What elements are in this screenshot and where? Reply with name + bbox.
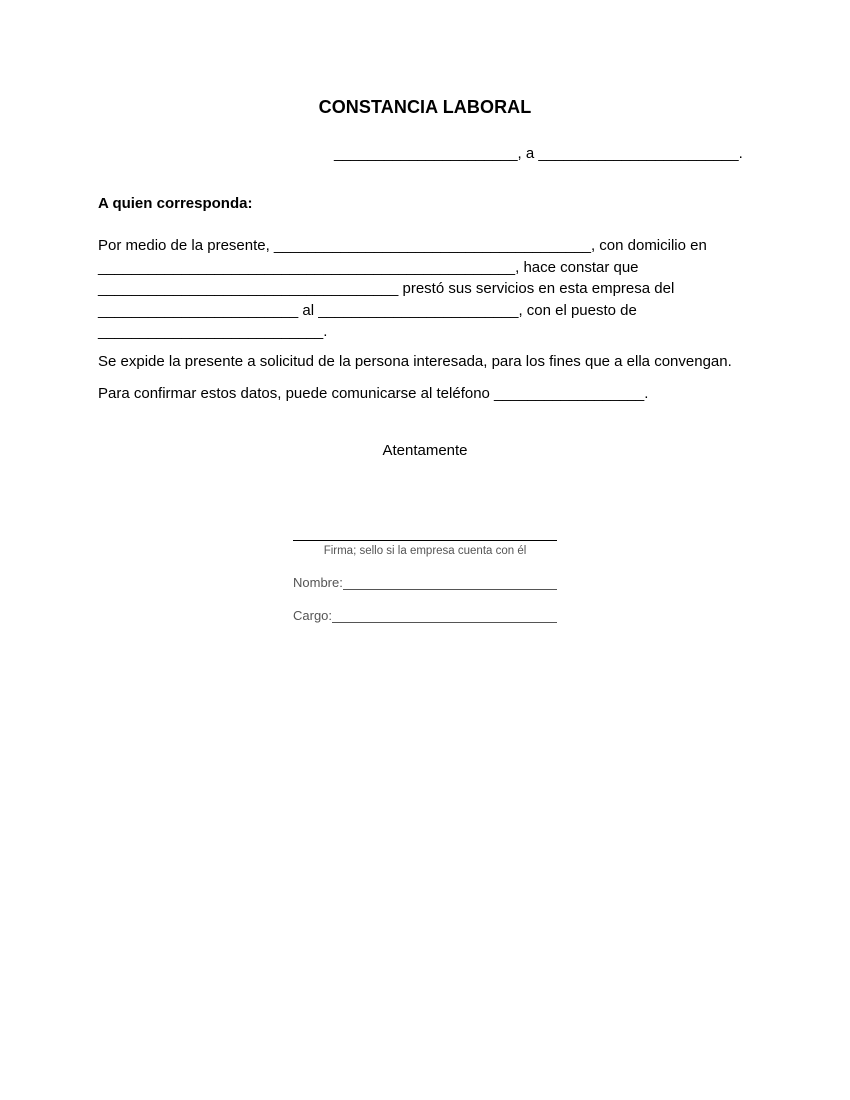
name-field-row (293, 574, 557, 590)
position-label: Cargo: (293, 608, 333, 623)
contact-paragraph: Para confirmar estos datos, puede comunicarse al teléfono __________________. (98, 385, 649, 402)
body-paragraph (98, 235, 758, 343)
body-line: Por medio de la presente, ______________________________________, con domicilio en (98, 237, 707, 254)
name-label: Nombre: (293, 575, 343, 590)
body-line: ________________________ al ________________________, con el puesto de (98, 301, 637, 319)
place-date-line: ______________________, a ________________________. (334, 145, 743, 162)
closing-text: Atentamente (382, 442, 468, 459)
signature-block (293, 540, 557, 557)
document-title: CONSTANCIA LABORAL (318, 97, 532, 117)
signature-line (293, 540, 557, 541)
body-line: ____________________________________ prestó sus servicios en esta empresa del (98, 280, 675, 297)
body-line: ___________________________. (98, 323, 328, 340)
purpose-paragraph: Se expide la presente a solicitud de la persona interesada, para los fines que a ella convengan. (98, 353, 732, 370)
name-fill-line (343, 574, 557, 590)
signature-caption: Firma; sello si la empresa cuenta con él (323, 545, 527, 557)
body-line: __________________________________________________, hace constar que (98, 258, 639, 276)
salutation: A quien corresponda: (98, 195, 253, 212)
position-field-row (293, 607, 557, 623)
position-fill-line (332, 607, 557, 623)
